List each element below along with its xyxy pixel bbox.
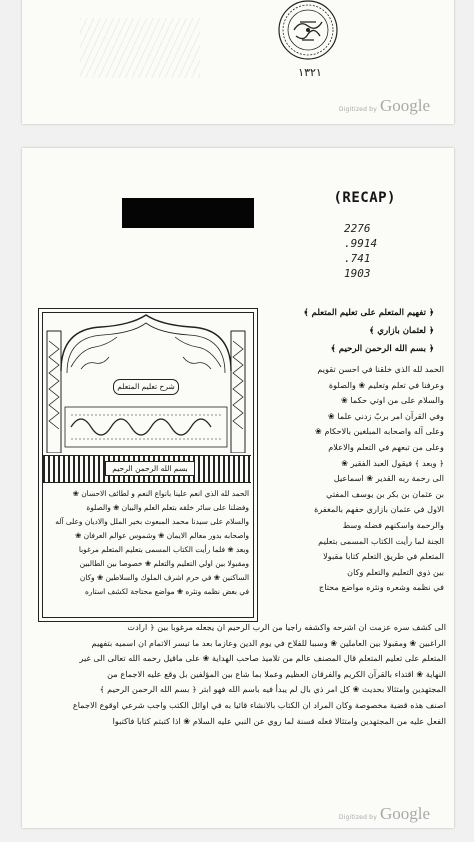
title-cartouche: شرح تعليم المتعلم — [113, 379, 179, 395]
call-number-line: .9914 — [344, 237, 378, 250]
bottom-text — [40, 620, 446, 729]
recap-label: (RECAP) — [333, 190, 396, 206]
redacted-stamp — [122, 198, 254, 228]
text-line: المتعلم في طريق التعلم كتابا مقبولا — [323, 551, 444, 562]
text-line: ﴿ وبعد ﴾ فيقول العبد الفقير ❀ — [341, 457, 444, 468]
watermark-prefix: Digitized by — [338, 814, 377, 821]
author-line: ﴿ لعثمان بازاري ﴾ — [369, 326, 434, 336]
scanned-page — [22, 148, 454, 828]
call-number-line: 2276 — [344, 222, 371, 235]
watermark-brand: Google — [379, 96, 430, 115]
text-line: والسلام على سيدنا محمد المبعوث بخير الملل والاديان وعلى آله — [55, 517, 249, 526]
text-line: ومقبولا بين اولي التعليم والتعلم ❀ خصوصا بين الطالبين — [79, 559, 249, 568]
text-line: وعلى من تبعهم في التعلم والاعلام — [328, 441, 444, 452]
text-line: وفضلنا على سائر خلقه بتعلم العلم والبيان ❀ والصلوة — [86, 503, 249, 512]
text-line: والسلام على من اوتي حكما ❀ — [340, 395, 444, 406]
scuff-marks — [80, 18, 200, 78]
digitized-watermark — [339, 96, 430, 116]
text-line: وفي القرآن امر بربّ زدني علما ❀ — [327, 410, 444, 421]
call-number-line: 1903 — [344, 267, 371, 280]
call-number-line: .741 — [344, 252, 371, 265]
previous-page — [22, 0, 454, 124]
basmala-heading: ﴿ بسم الله الرحمن الرحيم ﴾ — [330, 344, 434, 354]
text-line: الفعل عليه من المجتهدين وامتثالا فعله قسنة لما روي عن النبي عليه السلام ❀ اذا كتبتم كتابا فاكتبوا — [112, 715, 446, 726]
library-seal — [274, 0, 342, 64]
text-line: بن عثمان بن بكر بن يوسف المفتي — [326, 488, 444, 499]
text-line: الراغبين ❀ ومقبولا بين العاملين ❀ وسببا للفلاح في يوم الدين وعازما بعد ما تيسر الاتمام ان اسميه بتفهيم — [91, 637, 446, 648]
frame-intro-text — [47, 487, 249, 599]
text-line: وبعد ❀ فلما رأيت الكتاب المسمى بتعليم المتعلم مرغوبا — [78, 545, 249, 554]
text-line: وعرفنا في تعلم وتعليم ❀ والصلوة — [328, 379, 444, 390]
text-line: واصحابه بدور معالم الايمان ❀ وشموس عوالم العرفان ❀ — [75, 531, 249, 540]
text-line: والرحمة واسكنهم فضله وسط — [342, 519, 444, 530]
text-line: في بعض نظمه ونثره ❀ مواضع محتاجة لكشف استاره — [84, 587, 249, 596]
text-line: اصنف هذه قضية مخصوصة وكان المراد ان الكتاب بالانشاء قائيا به في اوائل الكتب واجب شرعي اوقوع الاجماع — [72, 699, 446, 710]
text-line: الى رحمة ربه القدير ❀ اسماعيل — [333, 473, 444, 484]
watermark-brand: Google — [379, 804, 430, 823]
frame-basmala: بسم الله الرحمن الرحيم — [105, 461, 195, 476]
text-line: الحمد لله الذي خلقنا في احسن تقويم — [317, 364, 444, 374]
text-line: المجتهدين وامتثالا بحديث ❀ كل امر ذي بال لم يبدأ فيه باسم الله فهو ابتر ﴿ بسم الله الرحمن الرحيم ﴾ — [99, 684, 446, 695]
text-line: الحمد لله الذي انعم علينا بانواع النعم و لطائف الاحسان ❀ — [72, 489, 249, 498]
text-line: الى كشف سره عزمت ان اشرحه واكشفه راجيا من الرب الرحيم ان يجعله مرغوبا بين ﴿ ارادت — [127, 622, 446, 632]
text-line: الاول في عثمان بازاري حفهم بالمغفرة — [314, 504, 444, 515]
text-line: بين ذوي التعليم والتعلم وكان — [347, 566, 444, 577]
text-line: الساكنين ❀ في حرم اشرف الملوك والسلاطين ❀ وكان — [79, 573, 249, 582]
ornamental-frame — [38, 308, 258, 622]
title-line: ﴿ تفهيم المتعلم على تعليم المتعلم ﴾ — [303, 308, 434, 318]
watermark-prefix: Digitized by — [338, 106, 377, 113]
text-line: المتعلم على تعليم المتعلم قال المصنف عالم من تلاميذ صاحب الهداية ❀ على ماقيل رحمه الله تعالى الى غير — [79, 653, 446, 664]
text-line: النهاية ❀ اقتداء بالقرآن الكريم والفرقان العظيم وعملا بما شاع بين المؤلفين بل وقع عليه الاجماع من — [107, 668, 446, 679]
digitized-watermark — [339, 804, 430, 824]
text-line: وعلى آله واصحابه المبلغين بالاحكام ❀ — [315, 426, 444, 437]
text-line: الجنة لما رأيت الكتاب المسمى بتعليم — [318, 535, 444, 546]
text-line: في نظمه وشعره ونثره مواضع محتاج — [318, 582, 444, 593]
right-column-text — [256, 362, 444, 596]
seal-year: ١٣٢١ — [298, 66, 322, 79]
